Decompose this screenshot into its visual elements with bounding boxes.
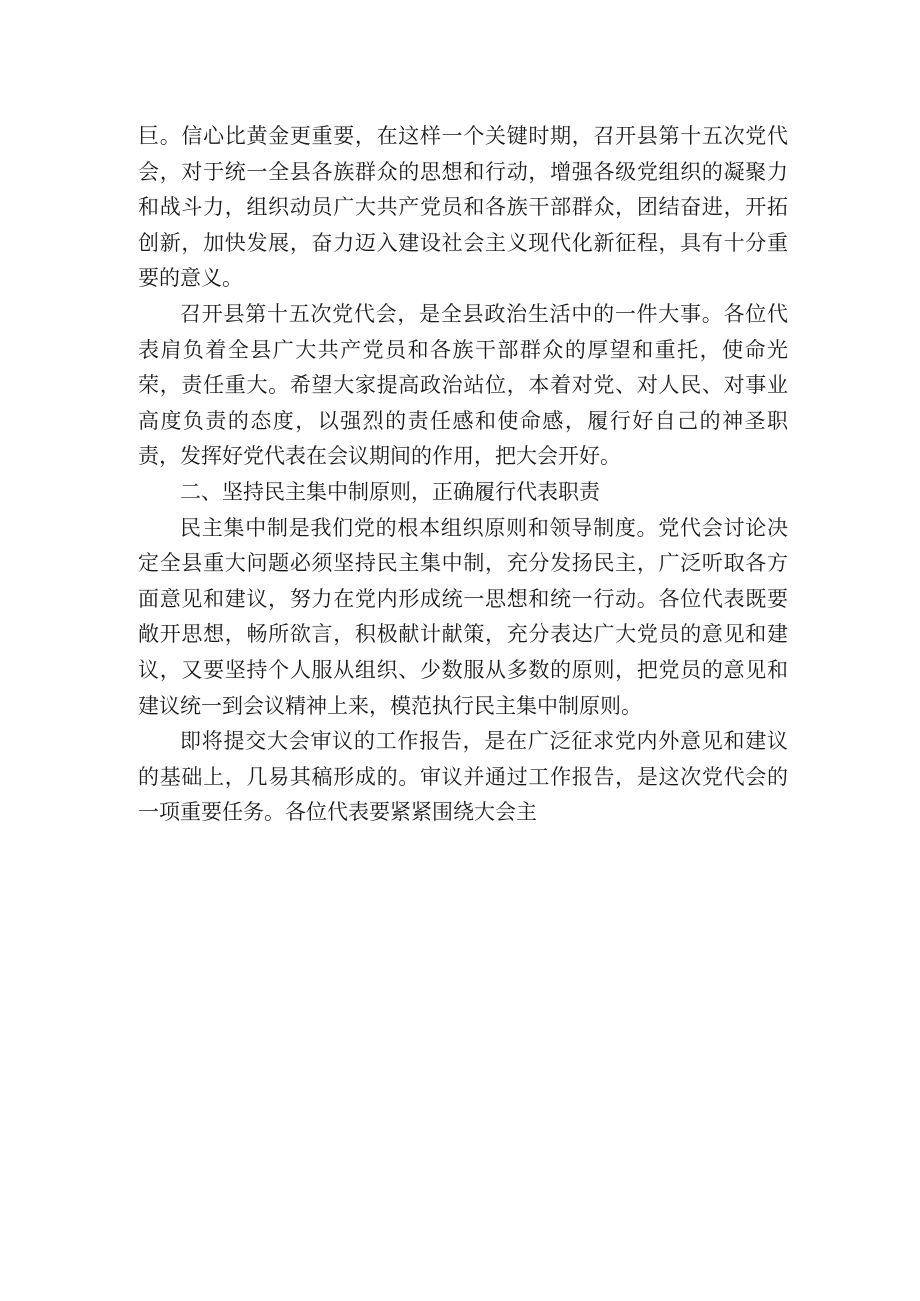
paragraph-democratic-centralism: 民主集中制是我们党的根本组织原则和领导制度。党代会讨论决定全县重大问题必须坚持民主集中制，充分发扬民主，广泛听取各方面意见和建议，努力在党内形成统一思想和统一行动。各位代表既要敞开思想，畅所欲言，积极献计献策，充分表达广大党员的意见和建议，又要坚持个人服从组织、少数服从多数的原则，把党员的意见和建议统一到会议精神上来，模范执行民主集中制原则。 [138,515,788,718]
document-body [138,119,788,831]
section-heading-democratic-centralism: 二、坚持民主集中制原则，正确履行代表职责 [180,479,600,504]
paragraph-work-report: 即将提交大会审议的工作报告，是在广泛征求党内外意见和建议的基础上，几易其稿形成的。审议并通过工作报告，是这次党代会的一项重要任务。各位代表要紧紧围绕大会主 [138,729,788,825]
paragraph-continuation: 巨。信心比黄金更重要，在这样一个关键时期，召开县第十五次党代会，对于统一全县各族群众的思想和行动，增强各级党组织的凝聚力和战斗力，组织动员广大共产党员和各族干部群众，团结奋进，开拓创新，加快发展，奋力迈入建设社会主义现代化新征程，具有十分重要的意义。 [138,124,788,291]
paragraph-congress-significance: 召开县第十五次党代会，是全县政治生活中的一件大事。各位代表肩负着全县广大共产党员和各族干部群众的厚望和重托，使命光荣，责任重大。希望大家提高政治站位，本着对党、对人民、对事业高度负责的态度，以强烈的责任感和使命感，履行好自己的神圣职责，发挥好党代表在会议期间的作用，把大会开好。 [138,301,788,469]
